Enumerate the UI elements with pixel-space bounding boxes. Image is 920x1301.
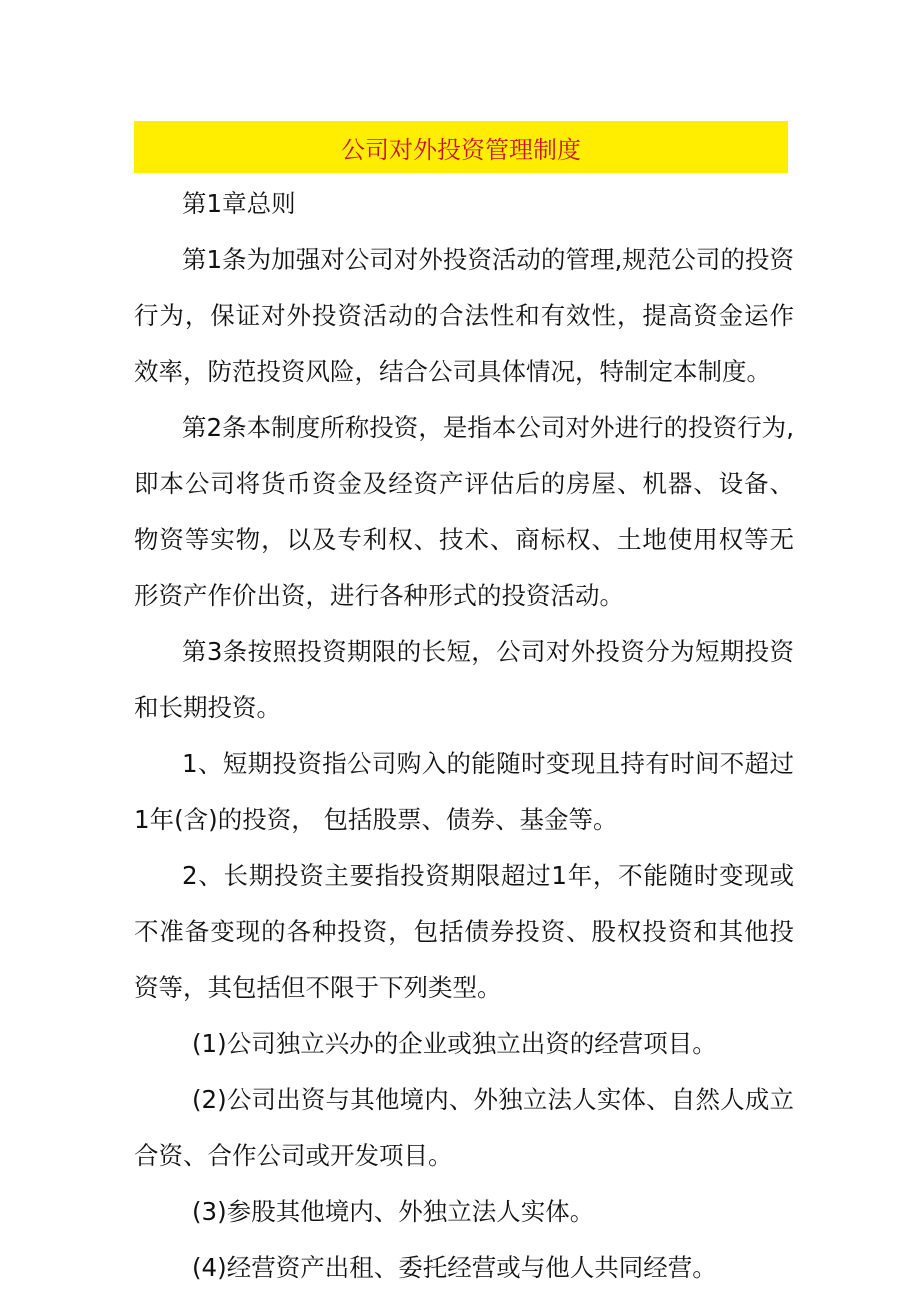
list-item-4: (4)经营资产出租、委托经营或与他人共同经营。 bbox=[192, 1253, 717, 1282]
list-item-2: (2)公司出资与其他境内、外独立法人实体、自然人成立合资、合作公司或开发项目。 bbox=[134, 1085, 794, 1170]
long-term-investment-paragraph: 2、长期投资主要指投资期限超过1年，不能随时变现或不准备变现的各种投资，包括债券投资、股权投资和其他投资等，其包括但不限于下列类型。 bbox=[134, 861, 794, 1002]
document-body bbox=[134, 176, 794, 1296]
chapter-heading: 第1章总则 bbox=[182, 189, 296, 218]
short-term-investment-paragraph: 1、短期投资指公司购入的能随时变现且持有时间不超过1年(含)的投资， 包括股票、债券、基金等。 bbox=[134, 749, 794, 834]
document-title: 公司对外投资管理制度 bbox=[341, 135, 581, 164]
article-2-paragraph: 第2条本制度所称投资，是指本公司对外进行的投资行为,即本公司将货币资金及经资产评估后的房屋、机器、设备、物资等实物，以及专利权、技术、商标权、土地使用权等无形资产作价出资，进行各种形式的投资活动。 bbox=[134, 413, 794, 610]
article-1-paragraph: 第1条为加强对公司对外投资活动的管理,规范公司的投资行为，保证对外投资活动的合法性和有效性，提高资金运作效率，防范投资风险，结合公司具体情况，特制定本制度。 bbox=[134, 245, 794, 386]
list-item-1: (1)公司独立兴办的企业或独立出资的经营项目。 bbox=[192, 1029, 717, 1058]
article-3-paragraph: 第3条按照投资期限的长短，公司对外投资分为短期投资和长期投资。 bbox=[134, 637, 794, 722]
list-item-3: (3)参股其他境内、外独立法人实体。 bbox=[192, 1197, 595, 1226]
title-banner bbox=[134, 121, 788, 173]
